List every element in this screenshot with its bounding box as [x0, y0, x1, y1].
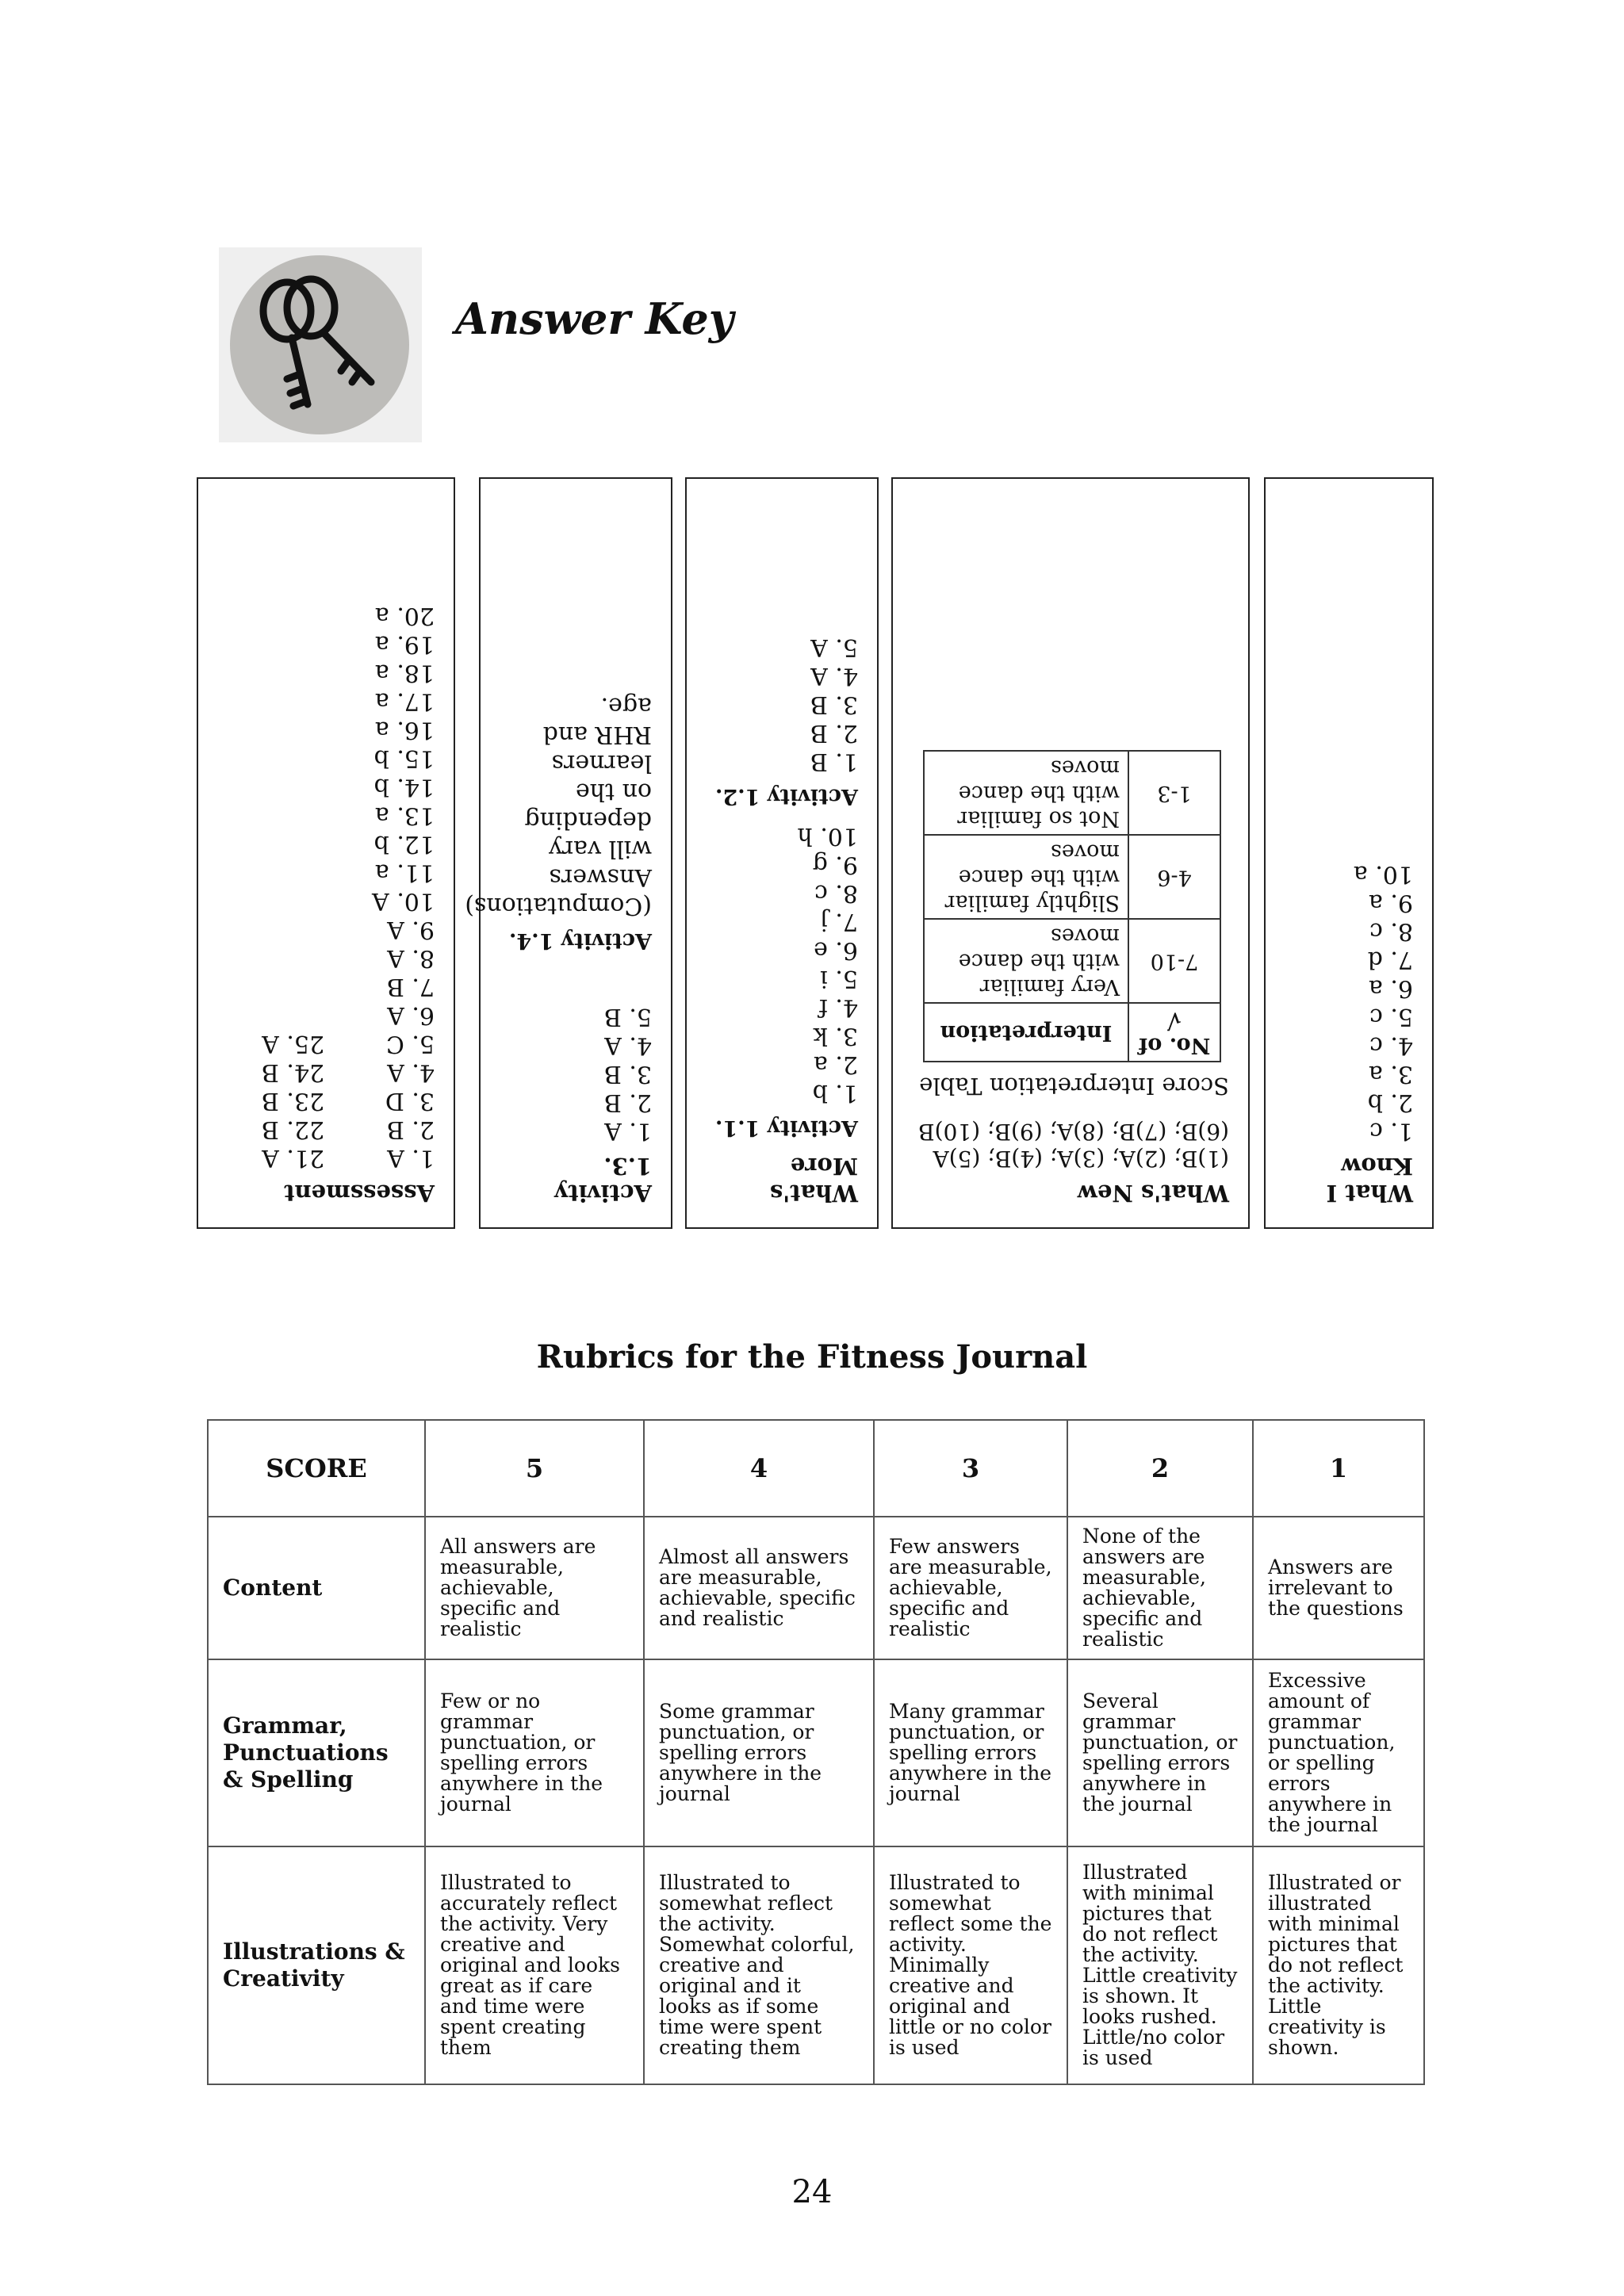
activity-answer: (Computations) Answers will vary depending on the learners RHR and age. [465, 692, 652, 920]
table-header: No. of √ [1128, 1003, 1220, 1062]
answer-item: 1. c [1369, 1117, 1413, 1145]
answer-item: 2. b [1367, 1089, 1413, 1116]
table-row [924, 751, 1220, 835]
table-cell: Some grammar punctuation, or spelling errors anywhere in the journal [644, 1659, 874, 1846]
answer-item: 10. h [797, 822, 858, 850]
answer-item: 18. a [374, 659, 435, 687]
table-cell: Many grammar punctuation, or spelling errors anywhere in the journal [874, 1659, 1067, 1846]
panel-whats-new [891, 477, 1250, 1229]
answer-item: 8. c [814, 879, 858, 907]
table-cell: Illustrated to somewhat reflect some the activity. Minimally creative and original and little or no color is used [874, 1846, 1067, 2084]
answer-item: 2. B [810, 719, 858, 747]
answer-item: 5. B [603, 1003, 652, 1031]
answer-item: 14. b [373, 773, 435, 801]
answer-item: 4. c [1369, 1031, 1413, 1059]
answer-item: 1. B [810, 748, 858, 775]
panel-heading: What's More [769, 1153, 858, 1207]
answer-item: 5. C [385, 1030, 435, 1058]
table-cell: Almost all answers are measurable, achievable, specific and realistic [644, 1517, 874, 1659]
table-header: Interpretation [924, 1003, 1128, 1062]
panel-heading: What I Know [1326, 1153, 1413, 1207]
answer-item: 2. B [386, 1115, 435, 1143]
table-header: 1 [1253, 1420, 1424, 1517]
panel-heading: Assessment [284, 1180, 435, 1207]
answer-item: 6. e [814, 936, 858, 964]
answer-item: 8. A [387, 944, 435, 972]
answer-item: 25. A [262, 1030, 325, 1058]
answer-item: 21. A [262, 1144, 325, 1172]
answer-item: 20. a [374, 602, 435, 629]
page-number: 24 [791, 2174, 833, 2210]
table-header: 5 [425, 1420, 644, 1517]
panel-heading: Activity 1.3. [554, 1153, 652, 1207]
answer-item: 24. B [261, 1058, 325, 1086]
answer-item: 3. a [1368, 1060, 1413, 1088]
table-cell: Illustrated or illustrated with minimal pictures that do not reflect the activity. Little creativity is shown. [1253, 1846, 1424, 2084]
table-cell: Illustrated to somewhat reflect the activity. Somewhat colorful, creative and original and it looks as if some time were spent creating them [644, 1846, 874, 2084]
answer-item: 9. a [1368, 889, 1413, 916]
answer-item: 1. A [387, 1144, 435, 1172]
table-cell: Very familiar with the dance moves [924, 919, 1128, 1003]
score-interpretation-table [923, 750, 1221, 1062]
answer-item: 3. D [385, 1087, 435, 1115]
answer-list [706, 633, 858, 775]
rubric-table [207, 1419, 1425, 2085]
answer-item: 5. c [1369, 1003, 1413, 1031]
panel-assessment [197, 477, 455, 1229]
panel-whats-more [685, 477, 879, 1229]
table-cell: 4-6 [1128, 835, 1220, 919]
answer-item: 2. a [813, 1050, 858, 1078]
table-cell: All answers are measurable, achievable, specific and realistic [425, 1517, 644, 1659]
answer-item: 3. B [603, 1060, 652, 1088]
table-cell: Not so familiar with the dance moves [924, 751, 1128, 835]
answer-item: 19. a [374, 630, 435, 658]
answer-item: 2. B [603, 1089, 652, 1116]
answer-item: 7. B [386, 973, 435, 1001]
answer-item: 13. a [374, 802, 435, 829]
answer-item: 4. A [810, 662, 858, 690]
table-row [208, 1659, 1424, 1846]
answer-list [1285, 859, 1413, 1145]
score-table-title: Score Interpretation Table [919, 1073, 1229, 1100]
page-title: Answer Key [455, 293, 734, 344]
answer-list [372, 601, 435, 1172]
answers-note: (1)B; (2)A; (3)A; (4)B; (5)A (6)B; (7)B; (8)A; (9)B; (10)B [918, 1119, 1229, 1172]
activity-heading: Activity 1.4. [509, 928, 652, 953]
answer-item: 4. A [387, 1058, 435, 1086]
table-row [208, 1846, 1424, 2084]
keys-icon [230, 255, 409, 434]
answer-item: 11. a [374, 859, 435, 886]
answer-item: 6. A [387, 1001, 435, 1029]
activity-heading: Activity 1.1. [715, 1115, 858, 1140]
criterion-label: Illustrations & Creativity [208, 1846, 425, 2084]
answer-item: 9. g [812, 851, 858, 878]
activity-heading: Activity 1.2. [715, 784, 858, 809]
table-cell: Few or no grammar punctuation, or spelling errors anywhere in the journal [425, 1659, 644, 1846]
answer-item: 3. k [813, 1022, 858, 1050]
answer-item: 10. a [1353, 860, 1413, 888]
answer-key-icon-box [219, 247, 422, 442]
panel-activity-1-3 [465, 477, 672, 1229]
answer-item: 23. B [261, 1087, 325, 1115]
table-cell: None of the answers are measurable, achievable, specific and realistic [1067, 1517, 1253, 1659]
table-cell: Few answers are measurable, achievable, specific and realistic [874, 1517, 1067, 1659]
answer-item: 7. d [1367, 946, 1413, 974]
table-row [208, 1517, 1424, 1659]
answer-list [706, 821, 858, 1107]
table-cell: Excessive amount of grammar punctuation, or spelling errors anywhere in the journal [1253, 1659, 1424, 1846]
answer-list [500, 1002, 652, 1145]
table-header: SCORE [208, 1420, 425, 1517]
answer-item: 8. c [1369, 917, 1413, 945]
table-cell: Answers are irrelevant to the questions [1253, 1517, 1424, 1659]
table-header: 2 [1067, 1420, 1253, 1517]
answer-item: 1. A [604, 1117, 652, 1145]
answer-list [262, 601, 324, 1172]
table-cell: 1-3 [1128, 751, 1220, 835]
answer-item: 10. A [372, 887, 435, 915]
criterion-label: Content [208, 1517, 425, 1659]
answer-item: 5. i [820, 965, 858, 993]
table-cell: Several grammar punctuation, or spelling errors anywhere in the journal [1067, 1659, 1253, 1846]
table-row [924, 919, 1220, 1003]
answer-item: 4. A [604, 1031, 652, 1059]
table-header-row [208, 1420, 1424, 1517]
answer-item: 3. B [810, 691, 858, 718]
answer-item: 16. a [374, 716, 435, 744]
table-cell: Illustrated to accurately reflect the activity. Very creative and original and looks great as if care and time were spent creating them [425, 1846, 644, 2084]
answer-item: 5. A [810, 633, 858, 661]
answer-item: 7. j [820, 908, 858, 936]
answer-item: 6. a [1368, 974, 1413, 1002]
answer-item: 9. A [387, 916, 435, 943]
panel-what-i-know [1264, 477, 1434, 1229]
rubric-title: Rubrics for the Fitness Journal [536, 1338, 1088, 1376]
answer-item: 22. B [261, 1115, 325, 1143]
answer-item: 17. a [374, 687, 435, 715]
table-header: 3 [874, 1420, 1067, 1517]
answer-item: 1. b [812, 1079, 858, 1107]
table-row [924, 835, 1220, 919]
answer-item: 4. f [818, 993, 858, 1021]
criterion-label: Grammar, Punctuations & Spelling [208, 1659, 425, 1846]
table-cell: Slightly familiar with the dance moves [924, 835, 1128, 919]
table-cell: Illustrated with minimal pictures that do not reflect the activity. Little creativity is shown. It looks rushed. Little/no color is used [1067, 1846, 1253, 2084]
panel-heading: What's New [1077, 1180, 1229, 1207]
answer-item: 15. b [373, 744, 435, 772]
table-cell: 7-10 [1128, 919, 1220, 1003]
table-header: 4 [644, 1420, 874, 1517]
answer-item: 12. b [373, 830, 435, 858]
